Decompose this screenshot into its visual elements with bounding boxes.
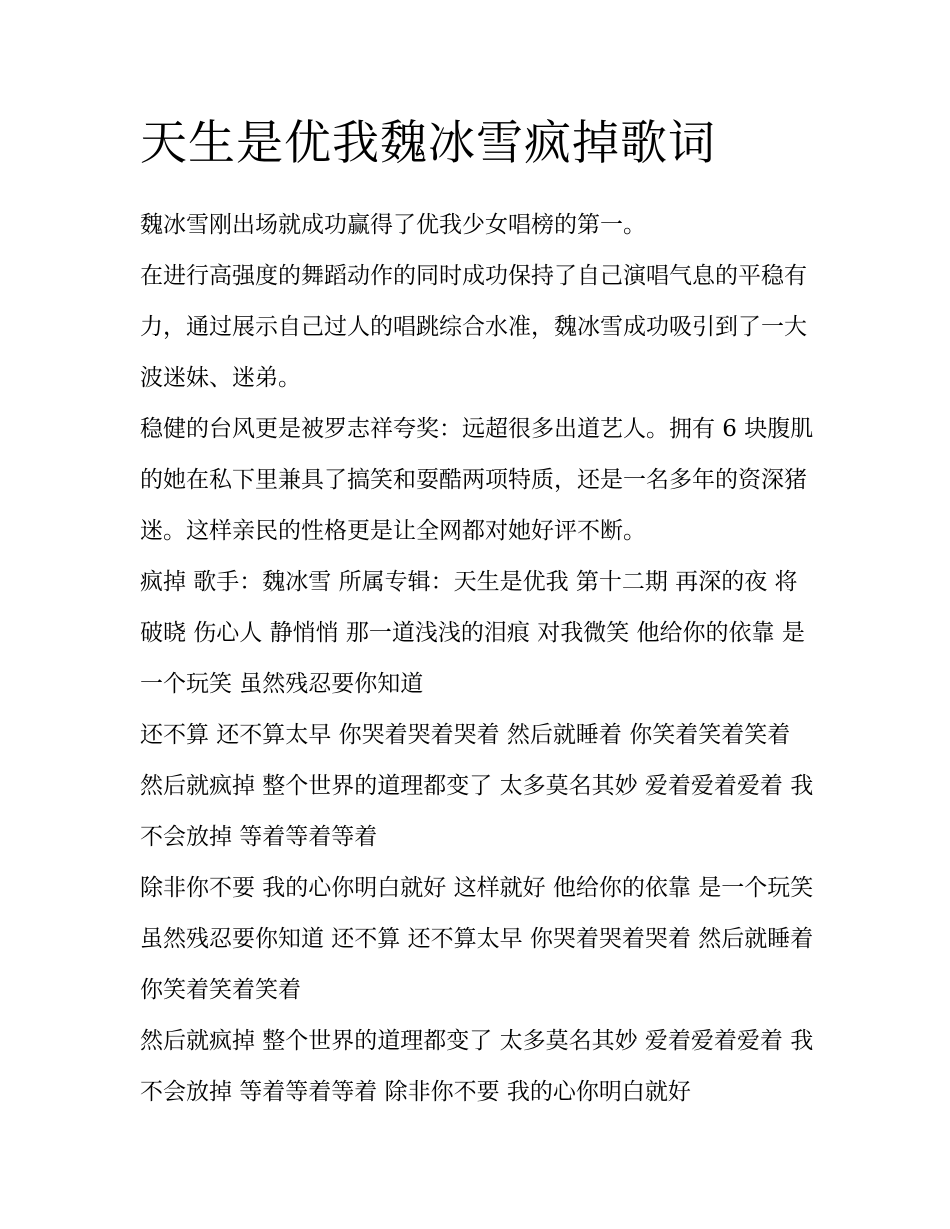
paragraph-lyrics-2: 还不算 还不算太早 你哭着哭着哭着 然后就睡着 你笑着笑着笑着 然后就疯掉 整个世界的道理都变了 太多莫名其妙 爱着爱着爱着 我不会放掉 等着等着等着 [140,722,814,850]
paragraph-lyrics-1: 疯掉 歌手：魏冰雪 所属专辑：天生是优我 第十二期 再深的夜 将破晓 伤心人 静悄悄 那一道浅浅的泪痕 对我微笑 他给你的依靠 是一个玩笑 虽然残忍要你知道 [140,569,805,697]
document-body [140,200,820,1118]
paragraph-performance: 在进行高强度的舞蹈动作的同时成功保持了自己演唱气息的平稳有力，通过展示自己过人的唱跳综合水准，魏冰雪成功吸引到了一大波迷妹、迷弟。 [140,263,807,391]
paragraph-lyrics-3: 除非你不要 我的心你明白就好 这样就好 他给你的依靠 是一个玩笑 虽然残忍要你知道 还不算 还不算太早 你哭着哭着哭着 然后就睡着 你笑着笑着笑着 [140,875,814,1003]
paragraph-lyrics-4: 然后就疯掉 整个世界的道理都变了 太多莫名其妙 爱着爱着爱着 我不会放掉 等着等着等着 除非你不要 我的心你明白就好 [140,1028,814,1105]
paragraph-personality: 稳健的台风更是被罗志祥夸奖：远超很多出道艺人。拥有 6 块腹肌的她在私下里兼具了搞笑和耍酷两项特质，还是一名多年的资深猪迷。这样亲民的性格更是让全网都对她好评不断。 [140,416,814,544]
paragraph-intro: 魏冰雪刚出场就成功赢得了优我少女唱榜的第一。 [140,212,646,238]
document-title: 天生是优我魏冰雪疯掉歌词 [140,116,716,171]
document-page [140,110,820,1118]
